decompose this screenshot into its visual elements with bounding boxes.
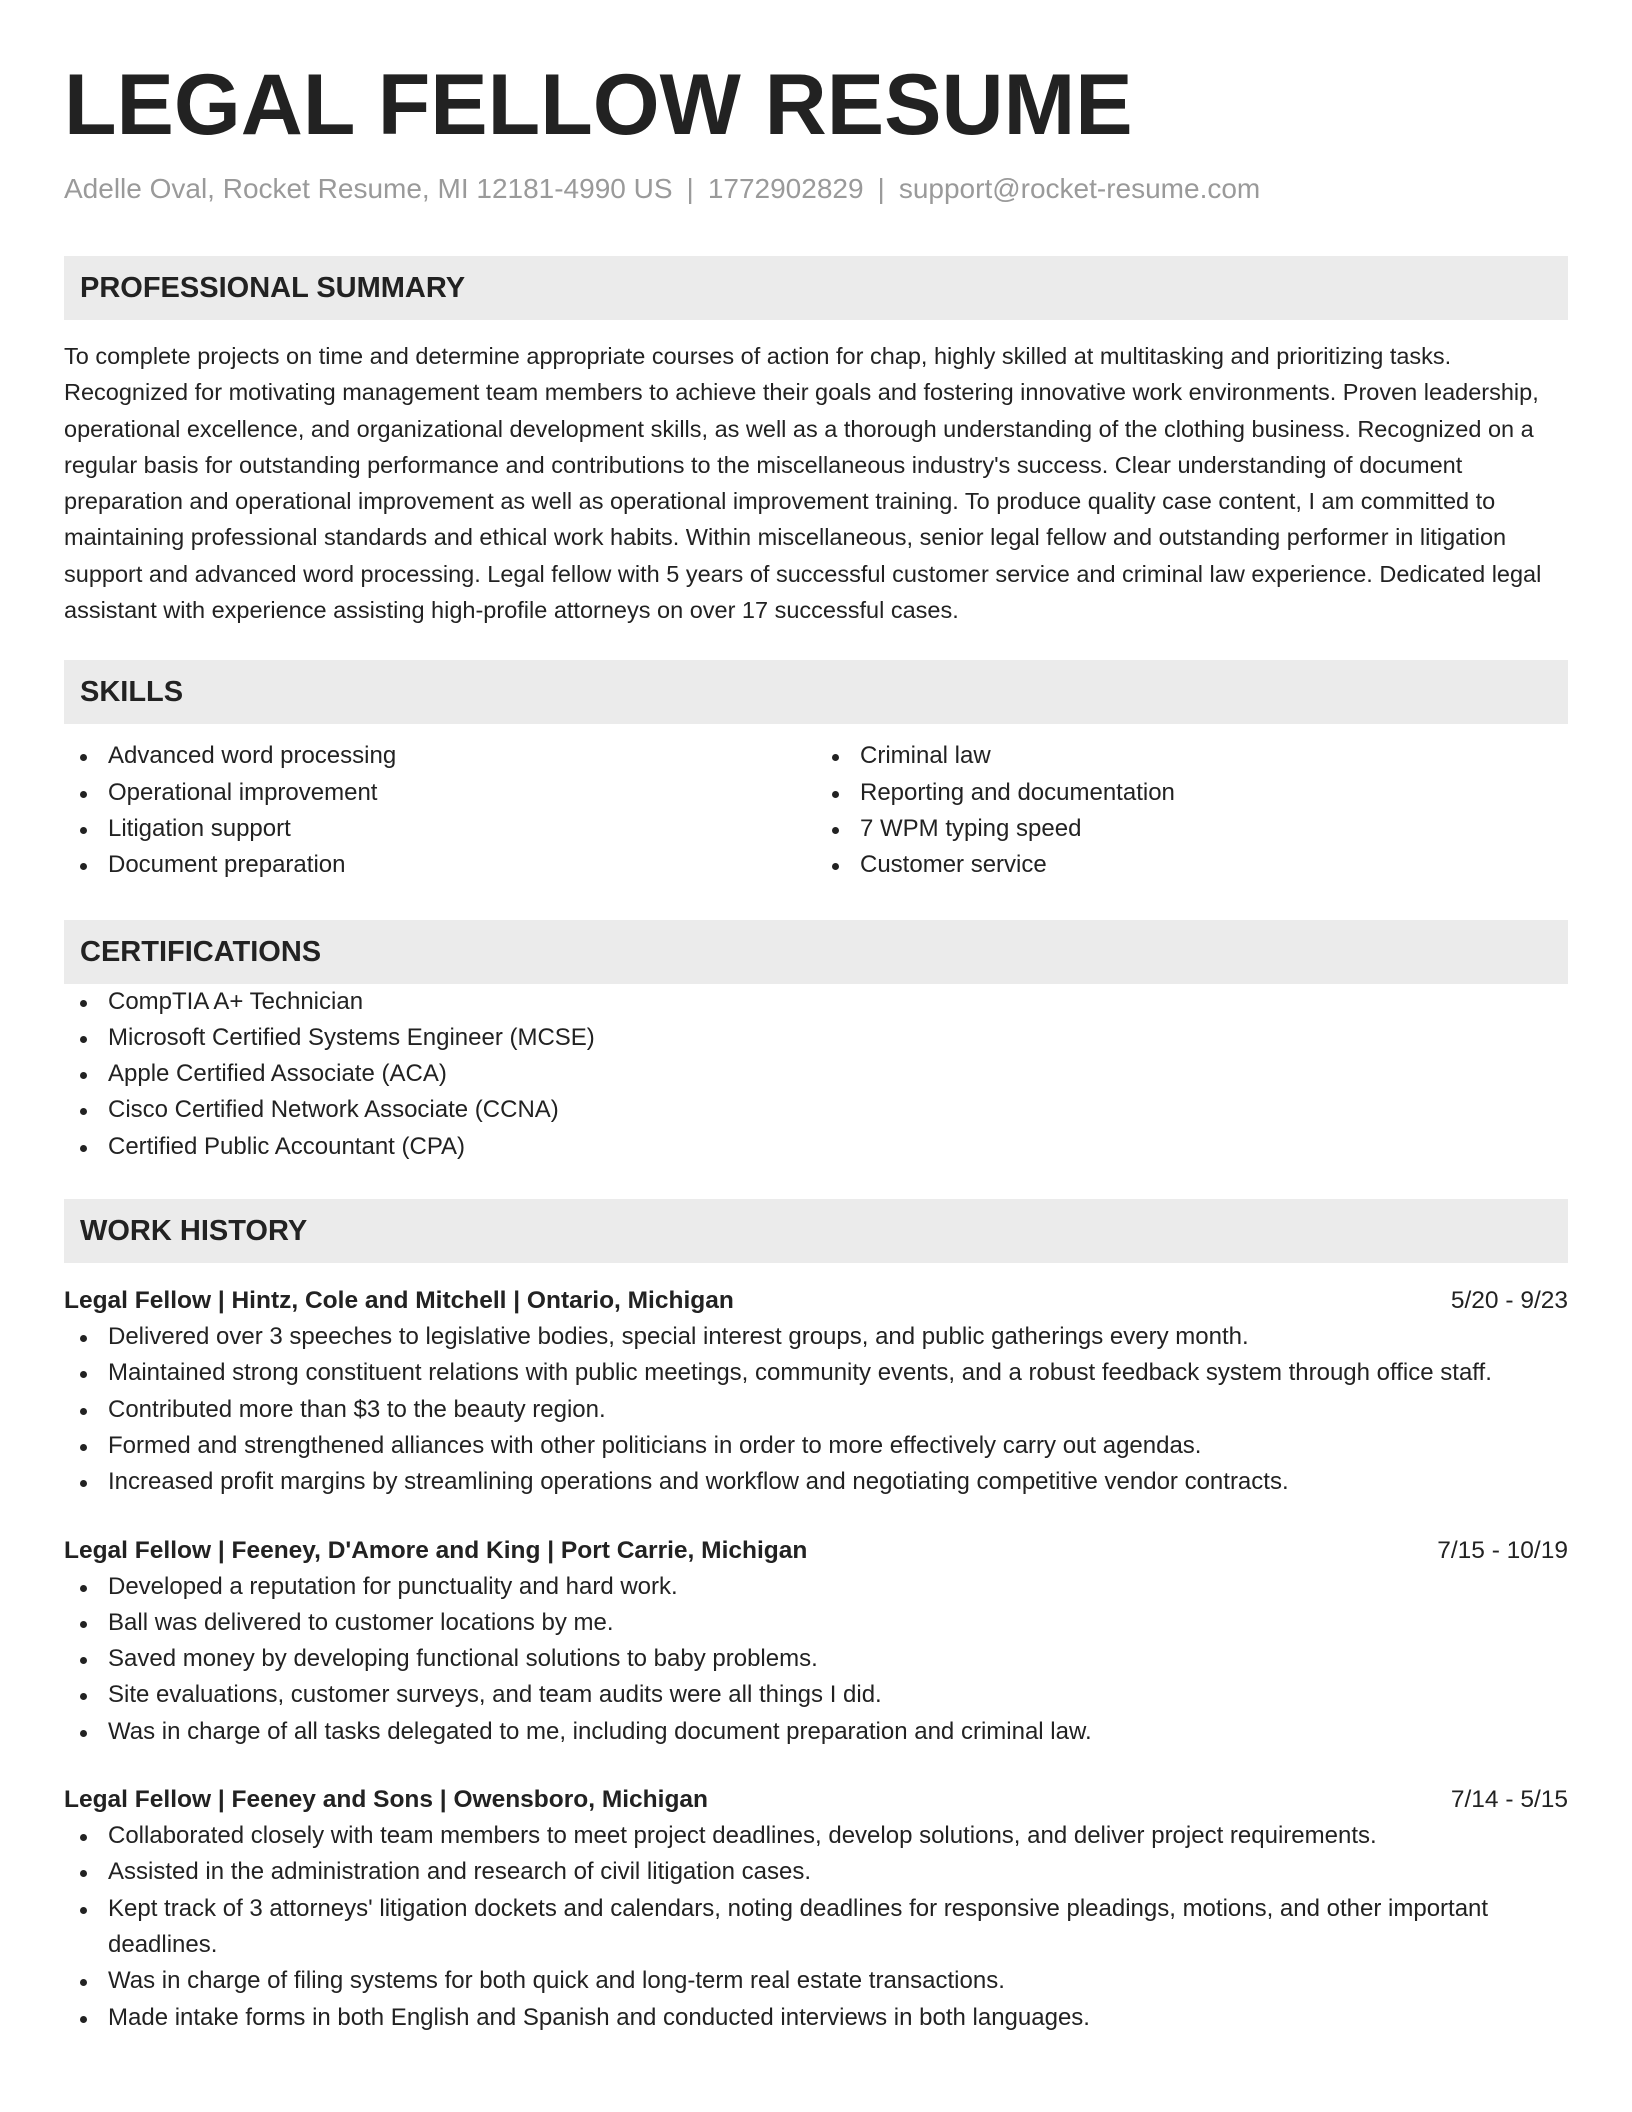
section-header-certifications: CERTIFICATIONS bbox=[64, 920, 1568, 984]
skills-list-left bbox=[64, 738, 816, 883]
skill-item: 7 WPM typing speed bbox=[816, 811, 1568, 847]
job-dates: 5/20 - 9/23 bbox=[1450, 1287, 1568, 1315]
job-entry bbox=[64, 1782, 1568, 2036]
skill-item: Reporting and documentation bbox=[816, 775, 1568, 811]
job-bullet: Was in charge of all tasks delegated to me, including document preparation and criminal law. bbox=[64, 1714, 1568, 1750]
job-bullets bbox=[64, 1569, 1568, 1750]
contact-phone: 1772902829 bbox=[707, 173, 864, 204]
section-header-skills: SKILLS bbox=[64, 660, 1568, 724]
job-bullets bbox=[64, 1319, 1568, 1500]
job-title: Legal Fellow | Hintz, Cole and Mitchell | Ontario, Michigan bbox=[64, 1287, 734, 1315]
job-header bbox=[64, 1533, 1568, 1569]
contact-separator: | bbox=[877, 173, 885, 204]
skill-item: Litigation support bbox=[64, 811, 816, 847]
job-bullet: Maintained strong constituent relations with public meetings, community events, and a robust feedback system through office staff. bbox=[64, 1355, 1568, 1391]
section-header-work-history: WORK HISTORY bbox=[64, 1199, 1568, 1263]
job-title: Legal Fellow | Feeney and Sons | Owensboro, Michigan bbox=[64, 1786, 709, 1814]
summary-text: To complete projects on time and determine appropriate courses of action for chap, highly skilled at multitasking and prioritizing tasks. Recognized for motivating management team members to achieve their goals and fostering innovative work environments. Proven leadership, operational excellence, and organizational development skills, as well as a thorough understanding of the clothing business. Recognized on a regular basis for outstanding performance and contributions to the miscellaneous industry's success. Clear understanding of document preparation and operational improvement as well as operational improvement training. To produce quality case content, I am committed to maintaining professional standards and ethical work habits. Within miscellaneous, senior legal fellow and outstanding performer in litigation support and advanced word processing. Legal fellow with 5 years of successful customer service and criminal law experience. Dedicated legal assistant with experience assisting high-profile attorneys on over 17 successful cases. bbox=[64, 343, 1542, 624]
job-dates: 7/14 - 5/15 bbox=[1450, 1786, 1568, 1814]
job-bullet: Collaborated closely with team members to meet project deadlines, develop solutions, and deliver project requirements. bbox=[64, 1818, 1568, 1854]
skill-item: Operational improvement bbox=[64, 775, 816, 811]
job-bullet: Delivered over 3 speeches to legislative bodies, special interest groups, and public gatherings every month. bbox=[64, 1319, 1568, 1355]
job-entry bbox=[64, 1283, 1568, 1500]
job-dates: 7/15 - 10/19 bbox=[1437, 1536, 1568, 1564]
certification-item: Microsoft Certified Systems Engineer (MCSE) bbox=[64, 1020, 1568, 1056]
skill-item: Criminal law bbox=[816, 738, 1568, 774]
job-bullet: Increased profit margins by streamlining operations and workflow and negotiating competitive vendor contracts. bbox=[64, 1464, 1568, 1500]
skill-item: Advanced word processing bbox=[64, 738, 816, 774]
contact-address: Adelle Oval, Rocket Resume, MI 12181-4990 US bbox=[64, 173, 673, 204]
certification-item: Apple Certified Associate (ACA) bbox=[64, 1056, 1568, 1092]
contact-line bbox=[64, 172, 1568, 206]
job-bullet: Site evaluations, customer surveys, and team audits were all things I did. bbox=[64, 1677, 1568, 1713]
skills-column-left bbox=[64, 738, 816, 883]
job-header bbox=[64, 1283, 1568, 1319]
job-bullet: Kept track of 3 attorneys' litigation dockets and calendars, noting deadlines for responsive pleadings, motions, and other important deadlines. bbox=[64, 1891, 1568, 1964]
job-bullet: Ball was delivered to customer locations by me. bbox=[64, 1605, 1568, 1641]
certifications-list bbox=[64, 984, 1568, 1165]
job-bullet: Made intake forms in both English and Spanish and conducted interviews in both languages. bbox=[64, 2000, 1568, 2036]
job-bullet: Saved money by developing functional solutions to baby problems. bbox=[64, 1641, 1568, 1677]
contact-separator: | bbox=[686, 173, 694, 204]
resume-title: LEGAL FELLOW RESUME bbox=[64, 57, 1133, 153]
job-entry bbox=[64, 1533, 1568, 1750]
job-title: Legal Fellow | Feeney, D'Amore and King | Port Carrie, Michigan bbox=[64, 1536, 808, 1564]
job-header bbox=[64, 1782, 1568, 1818]
job-bullet: Was in charge of filing systems for both quick and long-term real estate transactions. bbox=[64, 1963, 1568, 1999]
certification-item: Certified Public Accountant (CPA) bbox=[64, 1129, 1568, 1165]
skill-item: Customer service bbox=[816, 847, 1568, 883]
job-bullet: Developed a reputation for punctuality and hard work. bbox=[64, 1569, 1568, 1605]
certification-item: Cisco Certified Network Associate (CCNA) bbox=[64, 1092, 1568, 1128]
skill-item: Document preparation bbox=[64, 847, 816, 883]
contact-email: support@rocket-resume.com bbox=[898, 173, 1261, 204]
skills-grid bbox=[64, 738, 1568, 883]
skills-list-right bbox=[816, 738, 1568, 883]
job-bullet: Contributed more than $3 to the beauty region. bbox=[64, 1392, 1568, 1428]
skills-column-right bbox=[816, 738, 1568, 883]
certification-item: CompTIA A+ Technician bbox=[64, 984, 1568, 1020]
job-bullet: Formed and strengthened alliances with other politicians in order to more effectively carry out agendas. bbox=[64, 1428, 1568, 1464]
section-header-summary: PROFESSIONAL SUMMARY bbox=[64, 256, 1568, 320]
job-bullet: Assisted in the administration and research of civil litigation cases. bbox=[64, 1854, 1568, 1890]
job-bullets bbox=[64, 1818, 1568, 2036]
